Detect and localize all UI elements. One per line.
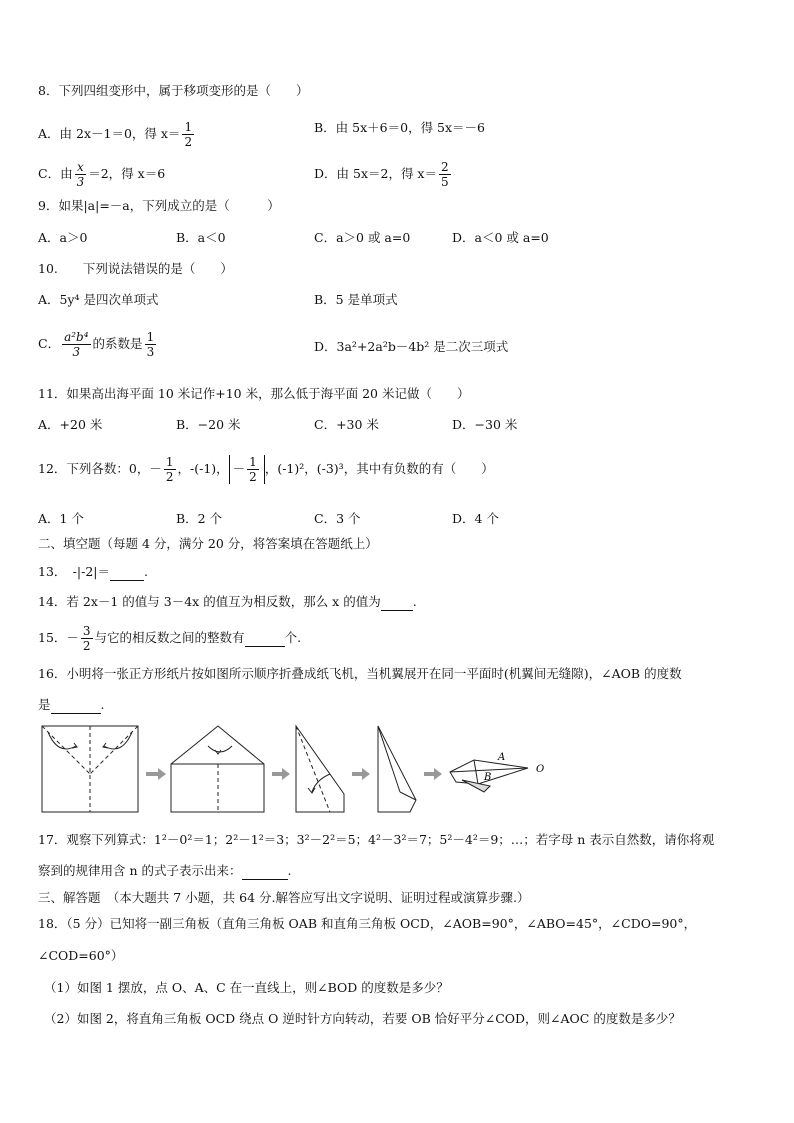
q18-part-2: （2）如图 2，将直角三角板 OCD 绕点 O 逆时针方向转动，若要 OB 恰好平分∠COD，则∠AOC 的度数是多少？ xyxy=(44,1011,681,1026)
q9-option-d[interactable]: D．a＜0 或 a=0 xyxy=(452,230,549,245)
q12-text-3: ，(-1)²，(-3)³，其中有负数的有（ ） xyxy=(264,461,494,476)
q10-c-fraction: $\frac{\text{a²b⁴}}{3}$ xyxy=(64,330,89,359)
arrow-icon xyxy=(352,768,370,780)
q8-a-fraction: $\frac{1}{2}$ xyxy=(184,120,193,149)
q10-c-text: C． xyxy=(38,336,61,351)
section-2-heading: 二、填空题（每题 4 分，满分 20 分，将答案填在答题纸上） xyxy=(38,536,378,551)
q17-line-2: 察到的规律用含 n 的式子表示出来： . xyxy=(38,863,292,878)
q8-d-text: D．由 5x＝2，得 x＝ xyxy=(314,166,437,181)
fold-step-1 xyxy=(42,726,138,812)
q10-option-b[interactable]: B．5 是单项式 xyxy=(314,292,398,307)
q11-option-c[interactable]: C．+30 米 xyxy=(314,417,379,432)
q18-line-1: 18．（5 分）已知将一副三角板（直角三角板 OAB 和直角三角板 OCD，∠AOB=90°，∠ABO=45°，∠CDO=90°， xyxy=(38,916,697,931)
label-a: A xyxy=(498,752,506,763)
q10-stem: 10. 下列说法错误的是（ ） xyxy=(38,261,233,276)
q14-answer-blank[interactable] xyxy=(381,594,413,611)
q10-option-c[interactable] xyxy=(38,330,158,359)
q18-part-1: （1）如图 1 摆放，点 O、A、C 在一直线上，则∠BOD 的度数是多少？ xyxy=(44,980,449,995)
q8-option-c[interactable] xyxy=(38,160,165,189)
q12-option-d[interactable]: D．4 个 xyxy=(452,511,499,526)
q16-answer-blank[interactable] xyxy=(51,697,101,714)
q15-tail: 个. xyxy=(284,630,302,645)
fold-step-4 xyxy=(378,726,416,812)
label-b: B xyxy=(484,772,492,783)
arrow-icon xyxy=(146,768,166,780)
q13: 13． -|-2|＝ . xyxy=(38,564,148,579)
q15-text-2: 与它的相反数之间的整数有 xyxy=(94,630,245,645)
q12-option-c[interactable]: C．3 个 xyxy=(314,511,361,526)
q11-option-a[interactable]: A．+20 米 xyxy=(38,417,103,432)
q9-stem: 9．如果|a|=－a，下列成立的是（ ） xyxy=(38,198,280,213)
q8-c-text: C．由 xyxy=(38,166,73,181)
q10-c-mid: 的系数是 xyxy=(92,336,143,351)
q12-fraction-1: $\frac{1}{2}$ xyxy=(165,455,174,484)
q8-option-d[interactable] xyxy=(314,160,453,189)
q16-line-1: 16．小明将一张正方形纸片按如图所示顺序折叠成纸飞机，当机翼展开在同一平面时(机翼间无缝隙)，∠AOB 的度数 xyxy=(38,666,682,681)
q18-line-2: ∠COD=60°） xyxy=(38,948,124,963)
q16-line-2: 是 . xyxy=(38,697,105,712)
arrow-icon xyxy=(424,768,442,780)
q11-option-b[interactable]: B．−20 米 xyxy=(176,417,241,432)
q12-text-1: 12．下列各数：0，－ xyxy=(38,461,162,476)
q8-stem: 8．下列四组变形中，属于移项变形的是（ ） xyxy=(38,83,309,98)
q17-answer-blank[interactable] xyxy=(242,863,288,880)
section-3-heading: 三、解答题 （本大题共 7 小题，共 64 分.解答应写出文字说明、证明过程或演算步骤.） xyxy=(38,890,530,905)
q11-stem: 11．如果高出海平面 10 米记作+10 米，那么低于海平面 20 米记做（ ） xyxy=(38,386,470,401)
q14: 14．若 2x－1 的值与 3－4x 的值互为相反数，那么 x 的值为 . xyxy=(38,594,417,609)
q8-a-text: A．由 2x－1＝0，得 x＝ xyxy=(38,126,181,141)
label-o: O xyxy=(536,764,545,775)
q9-option-a[interactable]: A．a＞0 xyxy=(38,230,88,245)
q9-option-c[interactable]: C．a＞0 或 a=0 xyxy=(314,230,411,245)
q8-d-fraction: $\frac{2}{5}$ xyxy=(440,160,449,189)
fold-step-3 xyxy=(296,726,344,812)
q8-option-b[interactable]: B．由 5x＋6＝0，得 5x＝－6 xyxy=(314,120,485,135)
q10-c-fraction-2: $\frac{1}{3}$ xyxy=(146,330,155,359)
q13-answer-blank[interactable] xyxy=(110,564,144,581)
q12-option-a[interactable]: A．1 个 xyxy=(38,511,84,526)
q17-line-1: 17．观察下列算式：1²－0²＝1；2²－1²＝3；3²－2²＝5；4²－3²＝7；5²－4²＝9；…；若字母 n 表示自然数，请你将观 xyxy=(38,832,715,847)
q10-option-d[interactable]: D．3a²+2a²b－4b² 是二次三项式 xyxy=(314,339,509,354)
fold-step-2 xyxy=(171,726,264,812)
q8-option-a[interactable] xyxy=(38,120,196,149)
q8-c-fraction: $\frac{x}{3}$ xyxy=(76,160,85,189)
q12-stem xyxy=(38,455,494,484)
q12-option-b[interactable]: B．2 个 xyxy=(176,511,223,526)
arrow-icon xyxy=(272,768,290,780)
q15-text-1: 15．－ xyxy=(38,630,79,645)
q12-abs-value: － $\frac{1}{2}$ xyxy=(229,455,265,484)
q15 xyxy=(38,624,301,653)
q11-option-d[interactable]: D．−30 米 xyxy=(452,417,518,432)
q9-option-b[interactable]: B．a＜0 xyxy=(176,230,226,245)
q15-fraction: $\frac{3}{2}$ xyxy=(82,624,91,653)
q8-c-post: ＝2，得 x＝6 xyxy=(88,166,166,181)
q15-answer-blank[interactable] xyxy=(245,630,285,647)
q12-text-2: ，-(-1)， xyxy=(177,461,229,476)
paper-airplane-figure xyxy=(38,722,558,818)
q10-option-a[interactable]: A．5y⁴ 是四次单项式 xyxy=(38,292,159,307)
